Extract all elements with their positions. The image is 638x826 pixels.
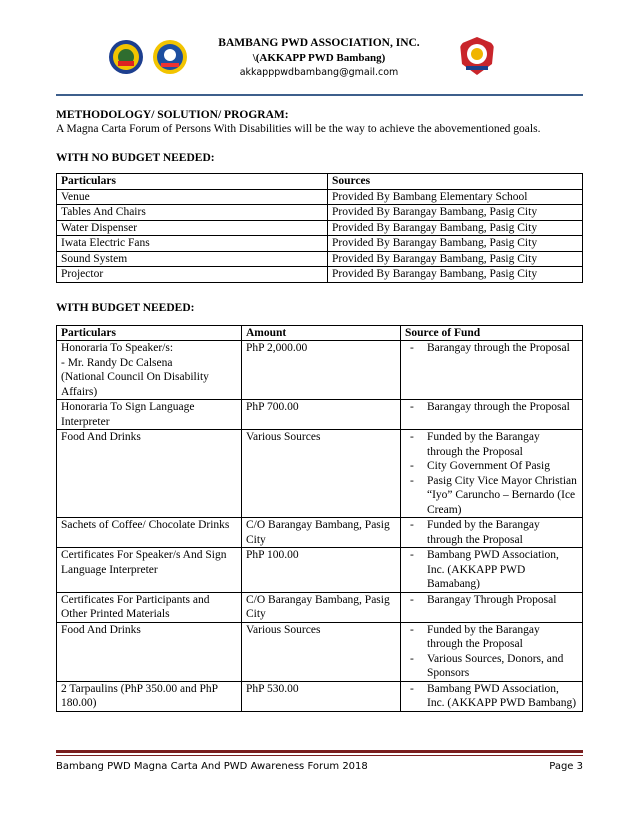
cell-amount: C/O Barangay Bambang, Pasig City (242, 518, 401, 548)
page-number: Page 3 (549, 761, 583, 772)
cell-amount: C/O Barangay Bambang, Pasig City (242, 592, 401, 622)
cell-particulars: Projector (57, 267, 328, 283)
source-item: - Funded by the Barangay through the Proposal (405, 623, 578, 652)
cell-source: Provided By Barangay Bambang, Pasig City (328, 251, 583, 267)
methodology-heading: METHODOLOGY/ SOLUTION/ PROGRAM: (56, 109, 289, 121)
source-list (405, 548, 578, 592)
cell-particulars (57, 622, 242, 681)
association-seal-icon (108, 39, 144, 75)
column-header-amount: Amount (242, 325, 401, 341)
source-item: - Barangay through the Proposal (405, 400, 578, 415)
organization-name: BAMBANG PWD ASSOCIATION, INC. (218, 37, 420, 49)
source-list (405, 593, 578, 608)
cell-particulars (57, 341, 242, 400)
page-footer (56, 760, 583, 774)
table-header-row (57, 325, 583, 341)
cell-particulars (57, 430, 242, 518)
with-budget-table (56, 325, 583, 712)
cell-particulars: Water Dispenser (57, 220, 328, 236)
column-header-sources: Sources (328, 174, 583, 190)
cell-amount: PhP 2,000.00 (242, 341, 401, 400)
header-rule (56, 94, 583, 96)
table-row (57, 189, 583, 205)
cell-particulars (57, 518, 242, 548)
table-row (57, 548, 583, 593)
table-row (57, 622, 583, 681)
cell-particulars (57, 400, 242, 430)
cell-particulars (57, 681, 242, 711)
cell-source-of-fund (401, 518, 583, 548)
particulars-line: Honoraria To Sign Language Interpreter (61, 401, 195, 428)
letterhead (0, 36, 638, 92)
cell-particulars: Venue (57, 189, 328, 205)
source-item: - Various Sources, Donors, and Sponsors (405, 652, 578, 681)
table-row (57, 267, 583, 283)
table-row (57, 341, 583, 400)
cell-amount: Various Sources (242, 622, 401, 681)
table-row (57, 220, 583, 236)
particulars-line: (National Council On Disability Affairs) (61, 371, 209, 398)
column-header-particulars: Particulars (57, 174, 328, 190)
organization-subtitle: \(AKKAPP PWD Bambang) (252, 52, 386, 64)
table-row (57, 251, 583, 267)
source-list (405, 518, 578, 547)
column-header-particulars: Particulars (57, 325, 242, 341)
source-item: - City Government Of Pasig (405, 459, 578, 474)
cell-source-of-fund (401, 430, 583, 518)
with-budget-heading: WITH BUDGET NEEDED: (56, 301, 195, 314)
no-budget-table (56, 173, 583, 283)
cell-particulars: Iwata Electric Fans (57, 236, 328, 252)
source-item: - Pasig City Vice Mayor Christian “Iyo” Caruncho – Bernardo (Ice Cream) (405, 474, 578, 518)
column-header-source-of-fund: Source of Fund (401, 325, 583, 341)
cell-source: Provided By Barangay Bambang, Pasig City (328, 236, 583, 252)
document-body (56, 108, 583, 712)
source-list (405, 623, 578, 681)
footer-title: Bambang PWD Magna Carta And PWD Awareness Forum 2018 (56, 761, 368, 772)
source-item: - Bambang PWD Association, Inc. (AKKAPP PWD Bambang) (405, 682, 578, 711)
source-item: - Bambang PWD Association, Inc. (AKKAPP PWD Bamabang) (405, 548, 578, 592)
source-list (405, 682, 578, 711)
cell-source: Provided By Barangay Bambang, Pasig City (328, 205, 583, 221)
source-item: - Funded by the Barangay through the Proposal (405, 430, 578, 459)
cell-amount: PhP 530.00 (242, 681, 401, 711)
cell-particulars: Tables And Chairs (57, 205, 328, 221)
cell-amount: PhP 100.00 (242, 548, 401, 593)
cell-source-of-fund (401, 341, 583, 400)
table-row (57, 205, 583, 221)
table-row (57, 430, 583, 518)
particulars-line: Food And Drinks (61, 623, 141, 636)
cell-amount: Various Sources (242, 430, 401, 518)
cell-source: Provided By Bambang Elementary School (328, 189, 583, 205)
cell-particulars (57, 548, 242, 593)
cell-source-of-fund (401, 681, 583, 711)
source-list (405, 341, 578, 356)
source-item: - Barangay Through Proposal (405, 593, 578, 608)
footer-rule-thick (56, 750, 583, 753)
particulars-line: 2 Tarpaulins (PhP 350.00 and PhP 180.00) (61, 682, 218, 709)
table-header-row (57, 174, 583, 190)
cell-amount: PhP 700.00 (242, 400, 401, 430)
source-list (405, 430, 578, 517)
footer-rule-thin (56, 755, 583, 756)
cell-source: Provided By Barangay Bambang, Pasig City (328, 267, 583, 283)
particulars-line: Food And Drinks (61, 431, 141, 443)
cell-source-of-fund (401, 592, 583, 622)
source-item: - Barangay through the Proposal (405, 341, 578, 356)
table-row (57, 681, 583, 711)
table-row (57, 236, 583, 252)
source-item: - Funded by the Barangay through the Proposal (405, 518, 578, 547)
barangay-seal-icon (458, 36, 496, 76)
methodology-text: A Magna Carta Forum of Persons With Disabilities will be the way to achieve the abovementioned goals. (56, 123, 541, 135)
particulars-line: Sachets of Coffee/ Chocolate Drinks (61, 519, 230, 531)
cell-particulars: Sound System (57, 251, 328, 267)
source-list (405, 400, 578, 415)
organization-email: akkapppwdbambang@gmail.com (239, 67, 399, 78)
particulars-line: - Mr. Randy Dc Calsena (61, 356, 173, 369)
letterhead-text (170, 36, 468, 81)
cell-source-of-fund (401, 548, 583, 593)
cell-source-of-fund (401, 622, 583, 681)
particulars-line: Certificates For Participants and Other Printed Materials (61, 593, 210, 620)
no-budget-heading: WITH NO BUDGET NEEDED: (56, 152, 215, 164)
cell-source: Provided By Barangay Bambang, Pasig City (328, 220, 583, 236)
particulars-line: Honoraria To Speaker/s: (61, 342, 174, 354)
cell-source-of-fund (401, 400, 583, 430)
table-row (57, 518, 583, 548)
particulars-line: Certificates For Speaker/s And Sign Language Interpreter (61, 549, 227, 576)
table-row (57, 592, 583, 622)
table-row (57, 400, 583, 430)
cell-particulars (57, 592, 242, 622)
